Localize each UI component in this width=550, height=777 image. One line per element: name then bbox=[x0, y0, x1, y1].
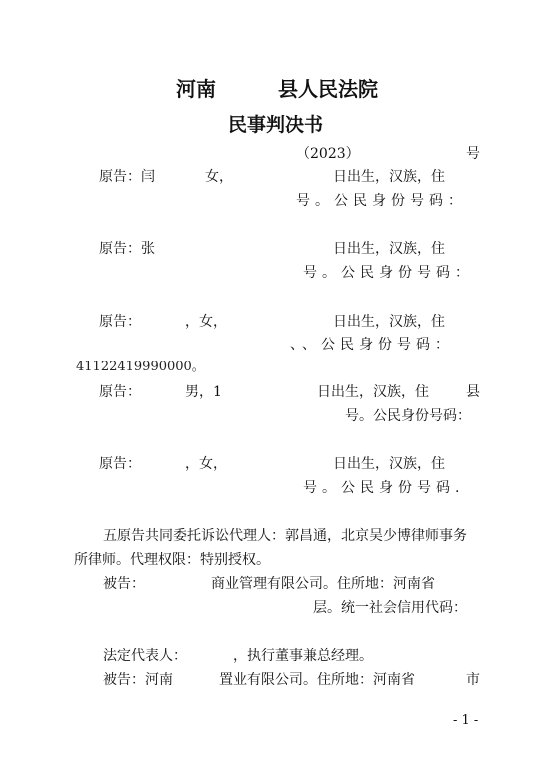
party-1-born: 日出生，汉族，住 bbox=[333, 169, 445, 185]
party-3-label: 原告： bbox=[99, 314, 141, 330]
party-5-born: 日出生，汉族，住 bbox=[333, 456, 445, 472]
legal-rep-role: ，执行董事兼总经理。 bbox=[233, 648, 373, 664]
party-1-id-line: 号。公民身份号码： bbox=[296, 193, 467, 209]
defendant-1-credit-line: 层。统一社会信用代码： bbox=[313, 600, 467, 616]
party-4-gender: 男，1 bbox=[185, 384, 222, 400]
party-1-label: 原告：闫 bbox=[99, 169, 155, 185]
party-3-gender: ，女， bbox=[185, 314, 227, 330]
page-number: - 1 - bbox=[453, 713, 479, 728]
party-5-label: 原告： bbox=[99, 456, 141, 472]
defendant-2-label: 被告：河南 bbox=[103, 672, 173, 688]
agent-line-2: 所律师。代理权限：特别授权。 bbox=[74, 552, 270, 568]
document-type-title: 民事判决书 bbox=[228, 114, 324, 136]
party-5-gender: ，女， bbox=[185, 456, 227, 472]
party-4-label: 原告： bbox=[99, 384, 141, 400]
party-2-label: 原告：张 bbox=[99, 241, 155, 257]
defendant-2-city: 市 bbox=[466, 672, 480, 688]
defendant-1-company: 商业管理有限公司。住所地：河南省 bbox=[211, 576, 435, 592]
party-2-id-line: 号。公民身份号码： bbox=[303, 265, 474, 281]
case-year: （2023） bbox=[296, 146, 360, 162]
agent-line-1: 五原告共同委托诉讼代理人：郭昌通，北京吴少博律师事务 bbox=[103, 528, 467, 544]
party-4-id-line: 号。公民身份号码： bbox=[345, 408, 471, 424]
party-2-born: 日出生，汉族，住 bbox=[333, 241, 445, 257]
cut-off-id-fragment: 41122419990000。 bbox=[76, 361, 205, 373]
party-5-id-line: 号。公民身份号码. bbox=[303, 480, 465, 496]
party-1-gender: 女， bbox=[205, 169, 233, 185]
court-title-right: 县人民法院 bbox=[278, 77, 378, 101]
party-3-id-line: 、、公民身份号码： bbox=[290, 337, 454, 353]
court-title-left: 河南 bbox=[176, 77, 216, 101]
case-number-suffix: 号 bbox=[466, 146, 480, 162]
defendant-2-company: 置业有限公司。住所地：河南省 bbox=[219, 672, 415, 688]
party-4-born: 日出生，汉族，住 bbox=[317, 384, 429, 400]
party-4-county: 县 bbox=[466, 384, 480, 400]
court-title bbox=[176, 77, 378, 101]
defendant-1-label: 被告： bbox=[103, 576, 145, 592]
legal-rep-label: 法定代表人： bbox=[103, 648, 187, 664]
party-3-born: 日出生，汉族，住 bbox=[333, 314, 445, 330]
